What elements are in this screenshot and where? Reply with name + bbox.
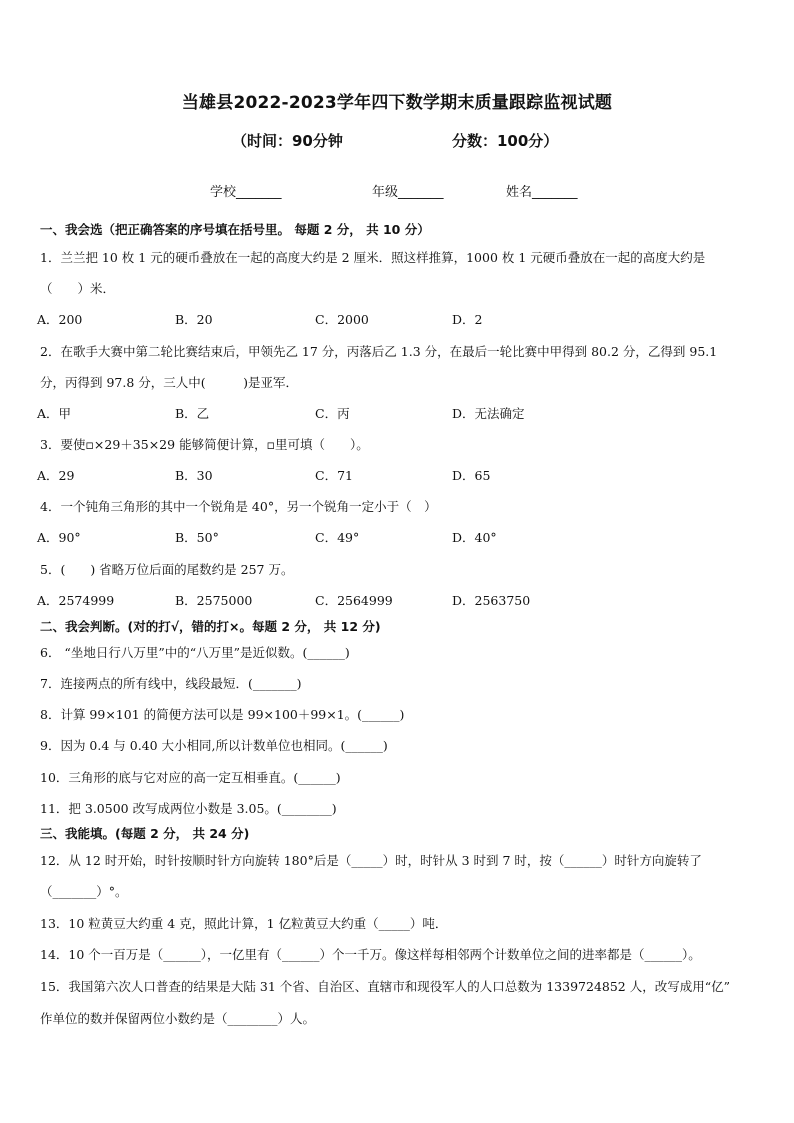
- question-1-option-d: D．2: [452, 312, 483, 327]
- question-3-option-d: D．65: [452, 468, 491, 483]
- question-5-option-b: B．2575000: [175, 593, 253, 608]
- question-5-option-d: D．2563750: [452, 593, 531, 608]
- question-9: 9．因为 0.4 与 0.40 大小相同,所以计数单位也相同。(______): [40, 738, 388, 753]
- question-13: 13．10 粒黄豆大约重 4 克，照此计算，1 亿粒黄豆大约重（_____）吨．: [40, 916, 448, 931]
- question-1-line-1: 1．兰兰把 10 枚 1 元的硬币叠放在一起的高度大约是 2 厘米．照这样推算，1000 枚 1 元硬币叠放在一起的高度大约是: [40, 250, 706, 265]
- question-2-option-d: D．无法确定: [452, 406, 525, 421]
- question-2-option-b: B．乙: [175, 406, 210, 421]
- question-15-line-2: 作单位的数并保留两位小数约是（________）人。: [40, 1011, 316, 1026]
- question-2-line-1: 2．在歌手大赛中第二轮比赛结束后，甲领先乙 17 分，丙落后乙 1.3 分，在最后一轮比赛中甲得到 80.2 分，乙得到 95.1: [40, 344, 718, 359]
- question-11: 11．把 3.0500 改写成两位小数是 3.05。(________): [40, 801, 337, 816]
- question-4-option-c: C．49°: [315, 530, 360, 545]
- question-15-line-1: 15．我国第六次人口普查的结果是大陆 31 个省、自治区、直辖市和现役军人的人口总数为 1339724852 人，改写成用“亿”: [40, 979, 731, 994]
- exam-score: 分数：100分）: [452, 132, 559, 150]
- question-6: 6． “坐地日行八万里”中的“八万里”是近似数。(______): [40, 645, 350, 660]
- section-heading-judge: 二、我会判断。(对的打√，错的打×。每题 2 分， 共 12 分): [40, 619, 381, 634]
- section-heading-fill: 三、我能填。(每题 2 分， 共 24 分): [40, 826, 250, 841]
- question-5-option-c: C．2564999: [315, 593, 393, 608]
- question-1-option-c: C．2000: [315, 312, 369, 327]
- question-2-option-a: A．甲: [37, 406, 72, 421]
- question-4-option-d: D．40°: [452, 530, 497, 545]
- question-14: 14．10 个一百万是（______），一亿里有（______）个一千万。像这样每相邻两个计数单位之间的进率都是（______）。: [40, 947, 701, 962]
- question-3-option-c: C．71: [315, 468, 353, 483]
- question-3-line-1: 3．要使▫×29＋35×29 能够简便计算，▫里可填（ ）。: [40, 437, 369, 452]
- question-8: 8．计算 99×101 的简便方法可以是 99×100＋99×1。(______): [40, 707, 405, 722]
- grade-field: 年级_______: [372, 185, 444, 200]
- question-1-option-a: A．200: [37, 312, 83, 327]
- question-2-line-2: 分，丙得到 97.8 分，三人中( )是亚军．: [40, 375, 299, 390]
- question-2-option-c: C．丙: [315, 406, 350, 421]
- question-10: 10．三角形的底与它对应的高一定互相垂直。(______): [40, 770, 341, 785]
- question-7: 7．连接两点的所有线中，线段最短．(_______): [40, 676, 302, 691]
- question-12-line-2: （_______）°。: [40, 884, 128, 899]
- question-4-option-b: B．50°: [175, 530, 219, 545]
- exam-time: （时间：90分钟: [232, 132, 343, 150]
- name-field: 姓名_______: [506, 185, 578, 200]
- question-5-line-1: 5．( ) 省略万位后面的尾数约是 257 万。: [40, 562, 294, 577]
- question-5-option-a: A．2574999: [37, 593, 115, 608]
- question-3-option-a: A．29: [37, 468, 75, 483]
- question-3-option-b: B．30: [175, 468, 213, 483]
- question-12-line-1: 12．从 12 时开始，时针按顺时针方向旋转 180°后是（_____）时，时针从 3 时到 7 时，按（______）时针方向旋转了: [40, 853, 702, 868]
- question-4-option-a: A．90°: [37, 530, 81, 545]
- page-title: 当雄县2022-2023学年四下数学期末质量跟踪监视试题: [181, 93, 613, 113]
- question-4-line-1: 4．一个钝角三角形的其中一个锐角是 40°，另一个锐角一定小于（ ）: [40, 499, 437, 514]
- school-field: 学校_______: [210, 185, 282, 200]
- question-1-option-b: B．20: [175, 312, 213, 327]
- section-heading-choice: 一、我会选（把正确答案的序号填在括号里。 每题 2 分， 共 10 分）: [40, 222, 430, 237]
- question-1-line-2: （ ）米．: [40, 281, 116, 296]
